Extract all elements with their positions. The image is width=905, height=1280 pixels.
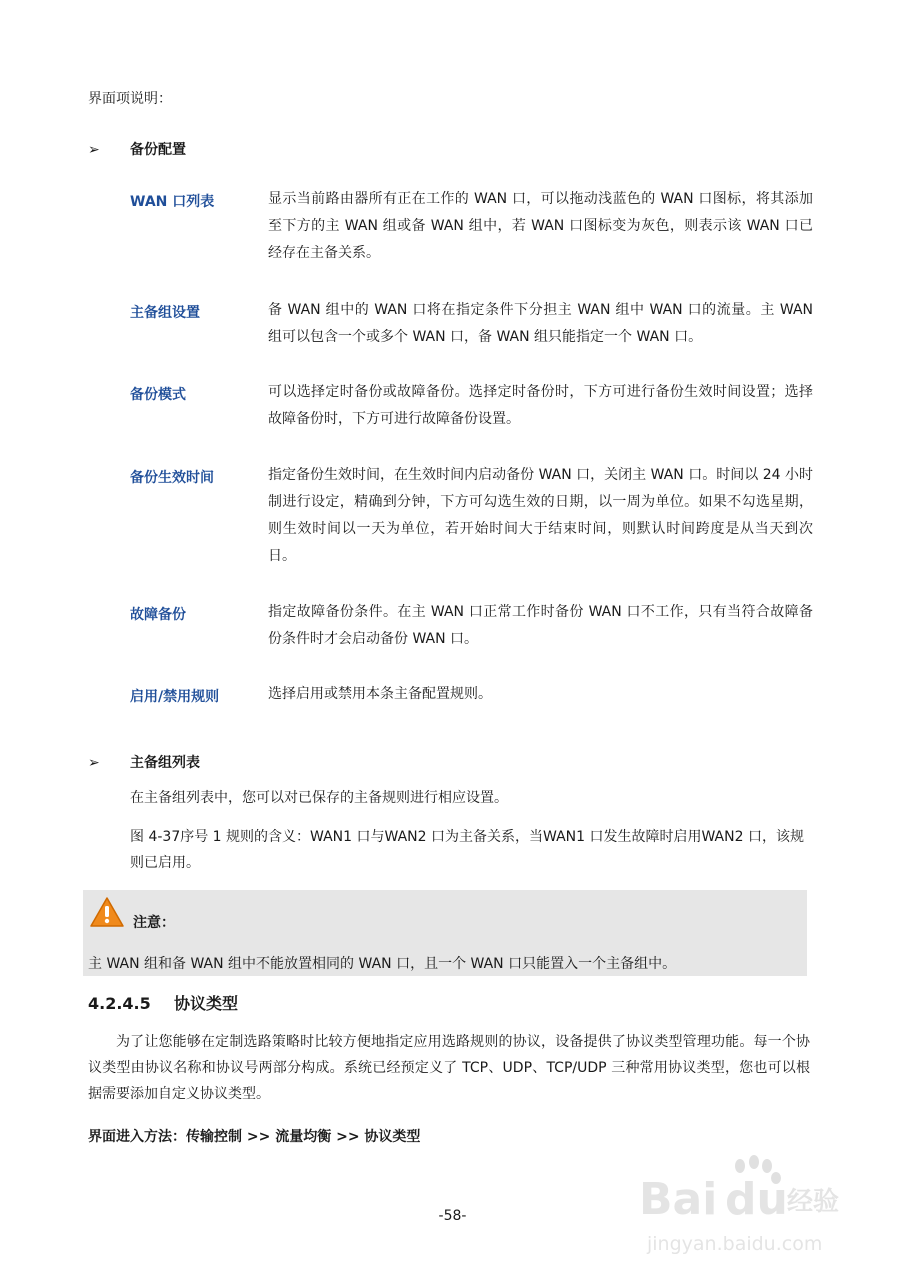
page-number: -58- (438, 1208, 467, 1224)
desc-group-settings: 备 WAN 组中的 WAN 口将在指定条件下分担主 WAN 组中 WAN 口的流量。主 WAN 组可以包含一个或多个 WAN 口，备 WAN 组只能指定一个 WAN 口。 (268, 302, 813, 345)
section-group-list (88, 752, 200, 772)
heading-title: 协议类型 (174, 994, 239, 1013)
section-title: 主备组列表 (130, 755, 200, 771)
group-list-paragraph: 在主备组列表中，您可以对已保存的主备规则进行相应设置。 (130, 790, 508, 806)
watermark-url: jingyan.baidu.com (647, 1233, 823, 1255)
bullet-icon: ➢ (88, 755, 100, 771)
warning-icon (89, 896, 125, 928)
watermark-paw-text: du (725, 1174, 788, 1225)
entry-path: 界面进入方法：传输控制 >> 流量均衡 >> 协议类型 (88, 1129, 421, 1145)
term-wan-list: WAN 口列表 (130, 194, 215, 210)
protocol-paragraph: 为了让您能够在定制选路策略时比较方便地指定应用选路规则的协议，设备提供了协议类型管理功能。每一个协议类型由协议名称和协议号两部分构成。系统已经预定义了 TCP、UDP、TCP/UDP 三种常用协议类型，您也可以根据需要添加自定义协议类型。 (88, 1034, 810, 1102)
watermark-cn: 经验 (787, 1187, 840, 1217)
section-backup-config (88, 139, 186, 159)
desc-effective-time: 指定备份生效时间，在生效时间内启动备份 WAN 口，关闭主 WAN 口。时间以 24 小时制进行设定，精确到分钟，下方可勾选生效的日期，以一周为单位。如果不勾选星期，则生效时间以一天为单位，若开始时间大于结束时间，则默认时间跨度是从当天到次日。 (268, 467, 813, 564)
term-backup-mode: 备份模式 (130, 387, 186, 403)
baidu-watermark (637, 1150, 847, 1265)
heading-number: 4.2.4.5 (88, 994, 151, 1013)
note-box (83, 890, 807, 976)
desc-backup-mode: 可以选择定时备份或故障备份。选择定时备份时，下方可进行备份生效时间设置；选择故障备份时，下方可进行故障备份设置。 (268, 384, 813, 427)
bullet-icon: ➢ (88, 142, 100, 158)
term-effective-time: 备份生效时间 (130, 470, 214, 486)
section-heading (88, 991, 238, 1014)
intro-text: 界面项说明： (88, 91, 172, 107)
term-group-settings: 主备组设置 (130, 305, 200, 321)
note-title: 注意： (133, 915, 175, 931)
term-enable-rule: 启用/禁用规则 (130, 689, 220, 705)
figure-description: 图 4-37序号 1 规则的含义：WAN1 口与WAN2 口为主备关系，当WAN1 口发生故障时启用WAN2 口，该规则已启用。 (130, 829, 804, 871)
desc-enable-rule: 选择启用或禁用本条主备配置规则。 (268, 686, 492, 702)
desc-failover: 指定故障备份条件。在主 WAN 口正常工作时备份 WAN 口不工作，只有当符合故障备份条件时才会启动备份 WAN 口。 (268, 604, 813, 647)
watermark-main: Bai (639, 1174, 718, 1225)
desc-wan-list: 显示当前路由器所有正在工作的 WAN 口，可以拖动浅蓝色的 WAN 口图标，将其添加至下方的主 WAN 组或备 WAN 组中，若 WAN 口图标变为灰色，则表示该 WAN 口已经存在主备关系。 (268, 191, 813, 261)
section-title: 备份配置 (130, 142, 186, 158)
term-failover: 故障备份 (130, 607, 186, 623)
note-text: 主 WAN 组和备 WAN 组中不能放置相同的 WAN 口，且一个 WAN 口只能置入一个主备组中。 (88, 956, 677, 972)
